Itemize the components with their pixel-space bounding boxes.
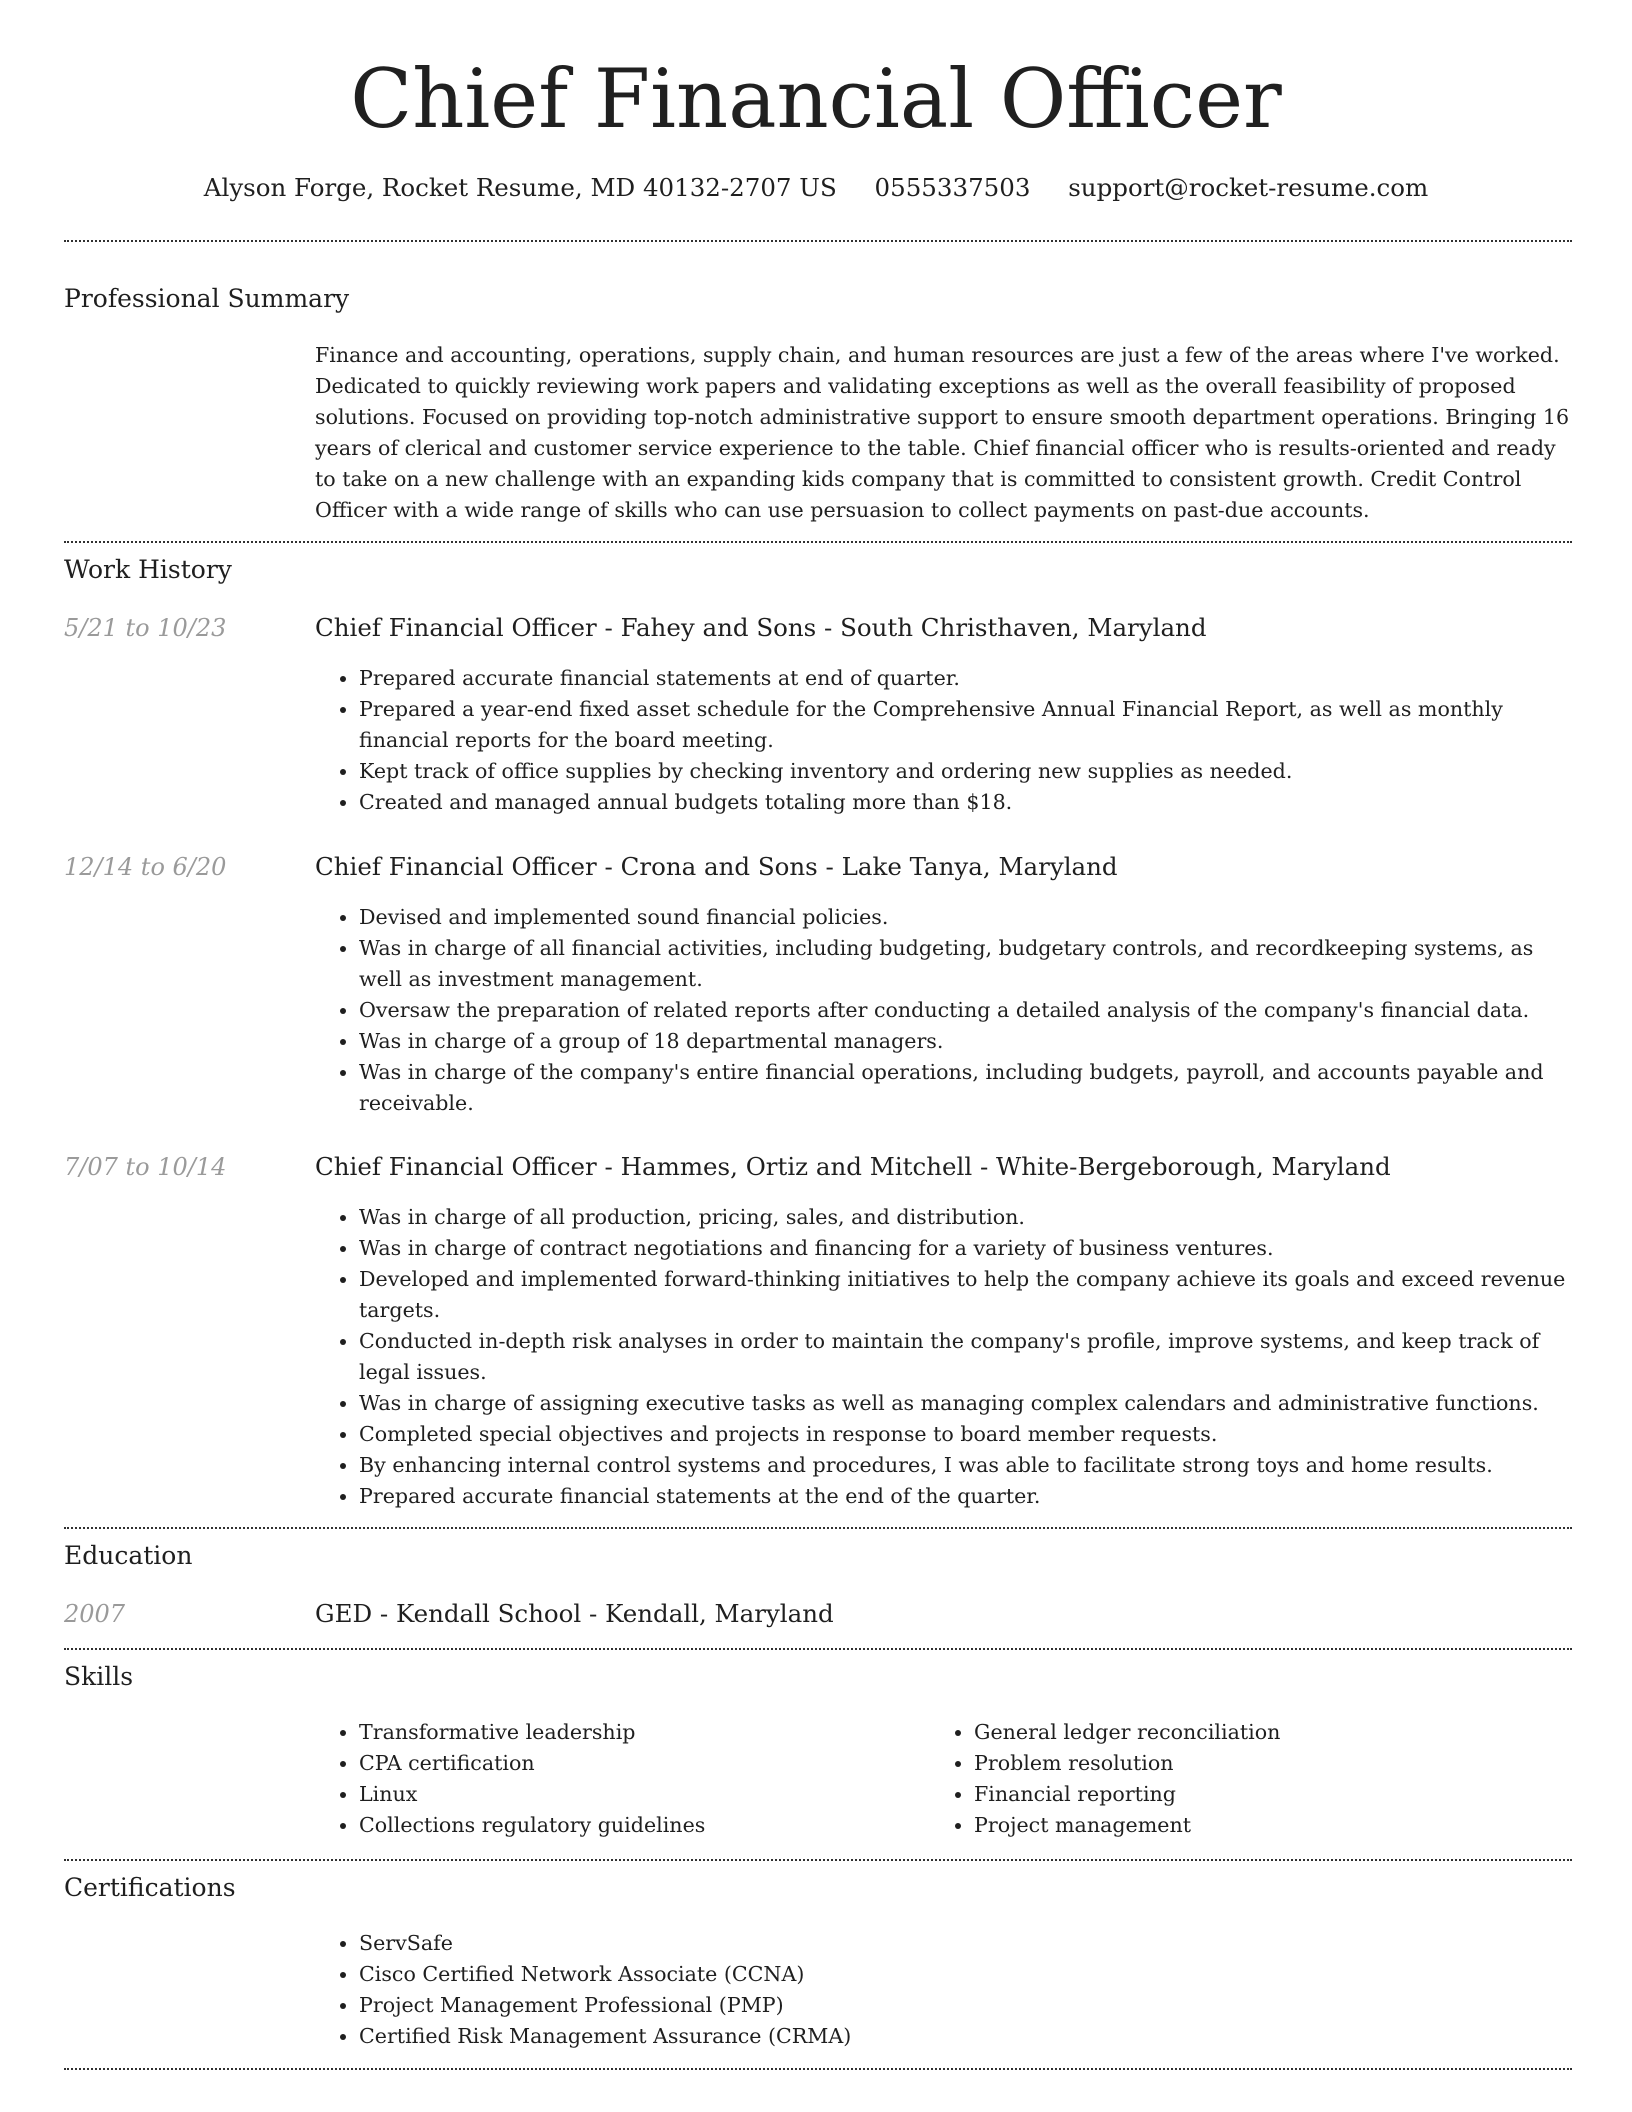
education-year: 2007 bbox=[64, 1600, 126, 1628]
job-bullets bbox=[315, 663, 1577, 818]
job-title: Chief Financial Officer - Hammes, Ortiz and Mitchell - White-Bergeborough, Maryland bbox=[315, 1152, 1391, 1181]
skill-item: • Collections regulatory guidelines bbox=[359, 1810, 915, 1841]
page-title: Chief Financial Officer bbox=[350, 53, 1282, 147]
job-bullet: • Completed special objectives and projects in response to board member requests. bbox=[359, 1419, 1577, 1450]
summary-text: Finance and accounting, operations, supply chain, and human resources are just a few of the areas where I've worked. Dedicated to quickly reviewing work papers and validating exceptions as well as the overall feasibility of proposed solutions. Focused on providing top-notch administrative support to ensure smooth department operations. Bringing 16 years of clerical and customer service experience to the table. Chief financial officer who is results-oriented and ready to take on a new challenge with an expanding kids company that is committed to consistent growth. Credit Control Officer with a wide range of skills who can use persuasion to collect payments on past-due accounts. bbox=[315, 343, 1570, 522]
education-heading: Education bbox=[64, 1541, 193, 1570]
skill-item: • Project management bbox=[974, 1810, 1530, 1841]
section-divider bbox=[64, 2068, 1572, 2070]
job-bullet: • Was in charge of the company's entire financial operations, including budgets, payroll, and accounts payable and receivable. bbox=[359, 1057, 1577, 1119]
contact-line bbox=[0, 168, 1632, 208]
section-divider bbox=[64, 1648, 1572, 1650]
contact-phone: 0555337503 bbox=[874, 173, 1031, 202]
skill-item: • Problem resolution bbox=[974, 1748, 1530, 1779]
job-bullet: • Was in charge of a group of 18 departmental managers. bbox=[359, 1026, 1577, 1057]
job-title: Chief Financial Officer - Crona and Sons - Lake Tanya, Maryland bbox=[315, 852, 1118, 881]
skill-item: • Financial reporting bbox=[974, 1779, 1530, 1810]
job-bullet: • Devised and implemented sound financial policies. bbox=[359, 902, 1577, 933]
job-title: Chief Financial Officer - Fahey and Sons - South Christhaven, Maryland bbox=[315, 613, 1207, 642]
section-divider bbox=[64, 240, 1572, 242]
job-dates: 7/07 to 10/14 bbox=[64, 1153, 227, 1181]
certification-item: • Project Management Professional (PMP) bbox=[359, 1990, 1577, 2021]
skill-item: • General ledger reconciliation bbox=[974, 1717, 1530, 1748]
skill-item: • CPA certification bbox=[359, 1748, 915, 1779]
job-bullets bbox=[315, 902, 1577, 1119]
contact-address: Alyson Forge, Rocket Resume, MD 40132-2707 US bbox=[203, 173, 837, 202]
skills-list-left bbox=[315, 1717, 915, 1841]
job-dates: 5/21 to 10/23 bbox=[64, 614, 227, 642]
skills-list-right bbox=[930, 1717, 1530, 1841]
certifications-list bbox=[315, 1928, 1577, 2052]
skill-item: • Linux bbox=[359, 1779, 915, 1810]
certification-item: • Cisco Certified Network Associate (CCNA) bbox=[359, 1959, 1577, 1990]
job-bullet: • Developed and implemented forward-thinking initiatives to help the company achieve its goals and exceed revenue targets. bbox=[359, 1264, 1577, 1326]
summary-heading: Professional Summary bbox=[64, 284, 350, 313]
job-bullet: • Created and managed annual budgets totaling more than $18. bbox=[359, 787, 1577, 818]
job-bullet: • Prepared accurate financial statements at the end of the quarter. bbox=[359, 1481, 1577, 1512]
job-bullet: • Conducted in-depth risk analyses in order to maintain the company's profile, improve systems, and keep track of legal issues. bbox=[359, 1326, 1577, 1388]
certifications-heading: Certifications bbox=[64, 1873, 236, 1902]
contact-email: support@rocket-resume.com bbox=[1068, 173, 1429, 202]
education-entry: GED - Kendall School - Kendall, Maryland bbox=[315, 1599, 834, 1628]
certification-item: • Certified Risk Management Assurance (CRMA) bbox=[359, 2021, 1577, 2052]
job-bullet: • Was in charge of assigning executive tasks as well as managing complex calendars and administrative functions. bbox=[359, 1388, 1577, 1419]
skill-item: • Transformative leadership bbox=[359, 1717, 915, 1748]
skills-heading: Skills bbox=[64, 1662, 134, 1691]
section-divider bbox=[64, 541, 1572, 543]
work-history-heading: Work History bbox=[64, 555, 232, 584]
job-bullet: • Oversaw the preparation of related reports after conducting a detailed analysis of the company's financial data. bbox=[359, 995, 1577, 1026]
job-bullet: • Was in charge of contract negotiations and financing for a variety of business ventures. bbox=[359, 1233, 1577, 1264]
job-bullet: • Prepared accurate financial statements at end of quarter. bbox=[359, 663, 1577, 694]
section-divider bbox=[64, 1527, 1572, 1529]
job-bullet: • Prepared a year-end fixed asset schedule for the Comprehensive Annual Financial Report, as well as monthly financial reports for the board meeting. bbox=[359, 694, 1577, 756]
section-divider bbox=[64, 1859, 1572, 1861]
job-bullet: • Was in charge of all financial activities, including budgeting, budgetary controls, and recordkeeping systems, as well as investment management. bbox=[359, 933, 1577, 995]
job-dates: 12/14 to 6/20 bbox=[64, 853, 227, 881]
job-bullets bbox=[315, 1202, 1577, 1512]
certification-item: • ServSafe bbox=[359, 1928, 1577, 1959]
job-bullet: • By enhancing internal control systems and procedures, I was able to facilitate strong toys and home results. bbox=[359, 1450, 1577, 1481]
job-bullet: • Kept track of office supplies by checking inventory and ordering new supplies as needed. bbox=[359, 756, 1577, 787]
job-bullet: • Was in charge of all production, pricing, sales, and distribution. bbox=[359, 1202, 1577, 1233]
